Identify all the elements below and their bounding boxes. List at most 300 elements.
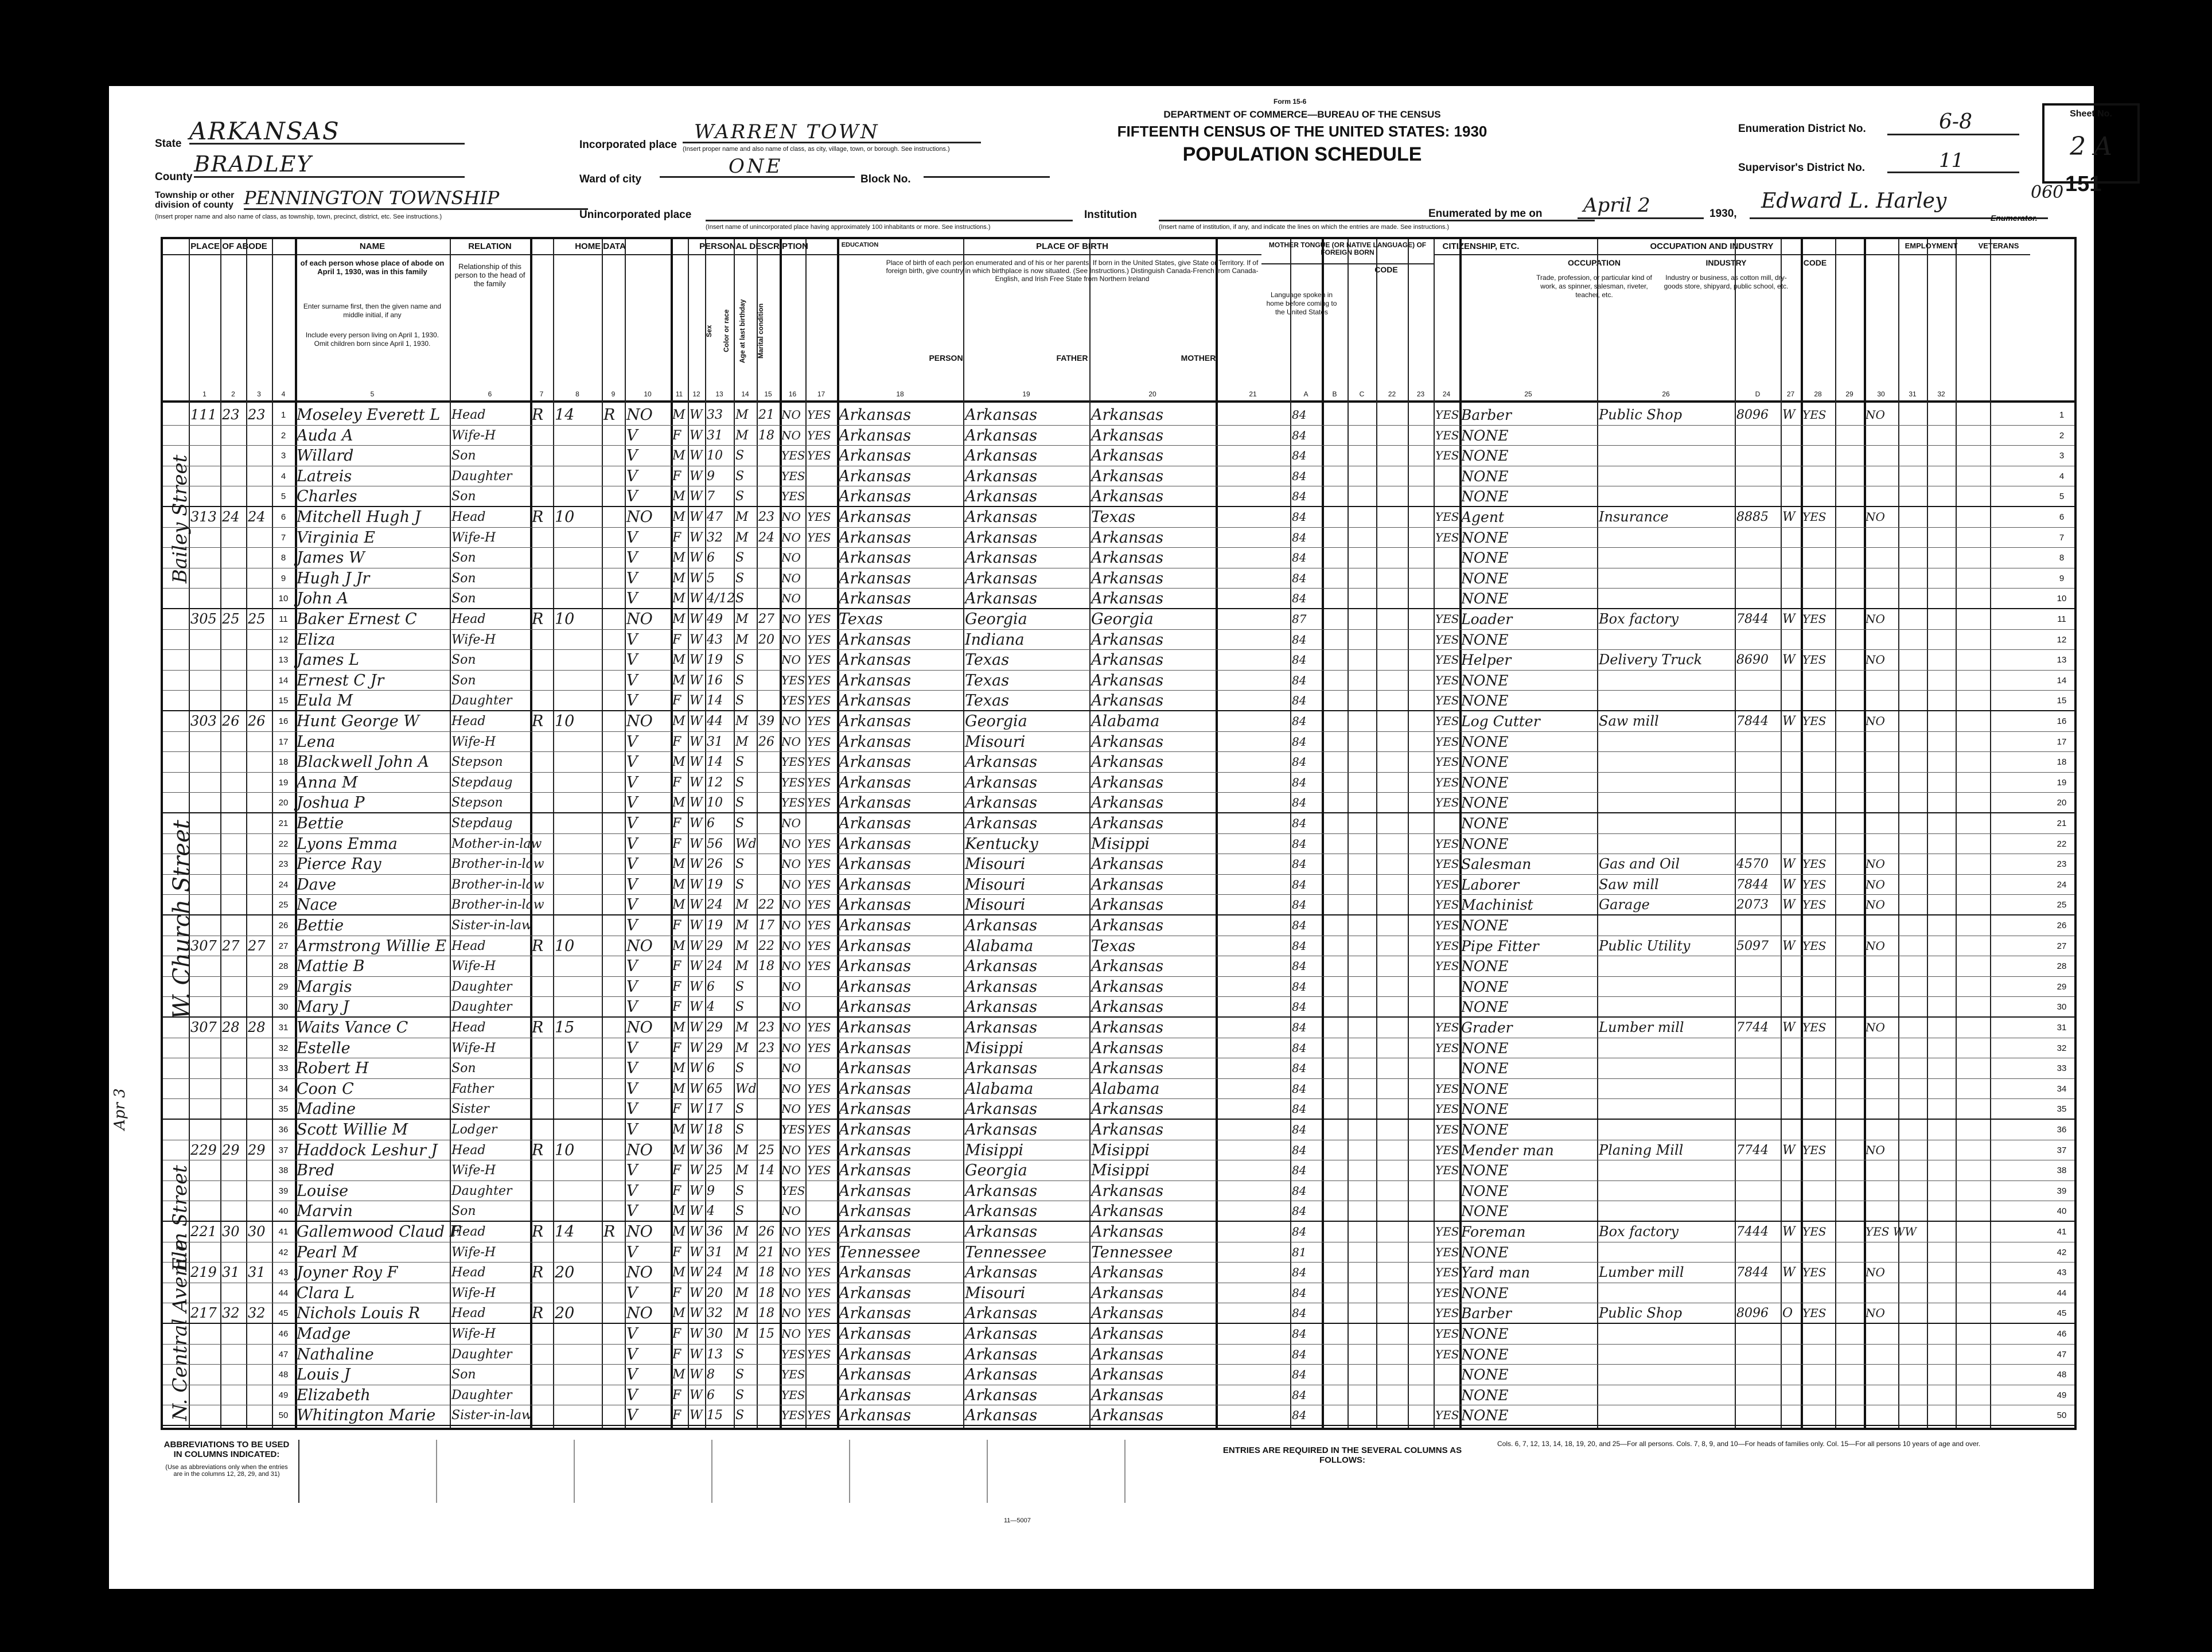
cell-mbp: Arkansas [1091, 447, 1164, 465]
cell-fbp: Arkansas [965, 426, 1038, 445]
cell-sex: M [672, 591, 686, 606]
line-number-right: 8 [2059, 553, 2065, 563]
line-number-right: 47 [2057, 1349, 2067, 1359]
cell-house: 307 [190, 937, 217, 954]
cell-bp: Arkansas [839, 1386, 912, 1404]
cell-race: W [690, 1367, 703, 1382]
line-number: 38 [278, 1166, 289, 1176]
line-number-right: 32 [2057, 1043, 2067, 1053]
cell-house: 219 [190, 1264, 217, 1281]
cell-sex: F [672, 1388, 681, 1402]
cell-sex: F [672, 734, 681, 749]
cell-name: Elizabeth [297, 1386, 371, 1404]
line-number-right: 13 [2057, 655, 2067, 665]
cell-occ: NONE [1461, 815, 1509, 832]
cell-fam: 24 [248, 509, 266, 525]
cell-occ: NONE [1461, 1366, 1509, 1384]
cell-occ: NONE [1461, 1039, 1509, 1057]
cell-eng: YES [1435, 775, 1459, 789]
cell-occ: NONE [1461, 1162, 1509, 1179]
cell-fbp: Arkansas [965, 1366, 1038, 1384]
cell-mbp: Arkansas [1091, 1202, 1164, 1221]
line-number: 17 [278, 737, 289, 747]
cell-house: 229 [190, 1141, 217, 1158]
cell-name: John A [297, 590, 348, 608]
cell-mbp: Arkansas [1091, 467, 1164, 485]
occupation-head: OCCUPATION [1567, 258, 1621, 267]
cell-agem: 23 [758, 1020, 774, 1035]
cell-fbp: Arkansas [965, 1264, 1038, 1282]
cell-code: 84 [1292, 469, 1307, 483]
state-label: State [155, 138, 182, 150]
cell-mbp: Arkansas [1091, 1182, 1164, 1200]
cell-cw: W [1782, 877, 1796, 892]
column-number: 21 [1249, 390, 1257, 398]
cell-age: 14 [707, 755, 723, 770]
cell-ind: Gas and Oil [1599, 856, 1680, 872]
cell-fbp: Kentucky [965, 835, 1038, 853]
cell-mbp: Arkansas [1091, 569, 1164, 587]
cell-occ: NONE [1461, 958, 1509, 975]
column-number: 25 [1524, 390, 1532, 398]
cell-lit: YES [807, 1347, 831, 1361]
line-number: 35 [278, 1104, 289, 1115]
cell-code: 84 [1292, 632, 1307, 646]
cell-occ: NONE [1461, 733, 1509, 750]
cell-mbp: Arkansas [1091, 733, 1164, 751]
cell-lit: YES [807, 449, 831, 463]
cell-name: Hunt George W [297, 712, 420, 730]
line-number: 7 [281, 532, 286, 543]
column-number: 27 [1786, 390, 1795, 398]
cell-bp: Arkansas [839, 467, 912, 485]
cell-age: 15 [707, 1408, 723, 1423]
cell-name: James W [297, 549, 365, 567]
table-row [163, 589, 2074, 609]
cell-occ: NONE [1461, 1182, 1509, 1199]
group-relation: RELATION [450, 241, 530, 255]
cell-bp: Arkansas [839, 815, 912, 832]
cell-mar: S [735, 796, 745, 811]
cell-bp: Arkansas [839, 896, 912, 914]
cell-sch: NO [781, 898, 801, 912]
cell-fbp: Arkansas [965, 1406, 1038, 1425]
mother-head: MOTHER [1181, 353, 1216, 363]
line-number-right: 34 [2057, 1084, 2067, 1094]
cell-sch: NO [781, 1204, 801, 1218]
cell-sex: F [672, 979, 681, 994]
cell-lit: YES [807, 612, 831, 626]
cell-occ: NONE [1461, 1244, 1509, 1261]
line-number-right: 38 [2057, 1166, 2067, 1176]
cell-rel: Head [451, 1306, 486, 1321]
cell-agem: 25 [758, 1143, 774, 1158]
cell-code: 84 [1292, 877, 1307, 891]
cell-bp: Arkansas [839, 1141, 912, 1159]
cell-age: 24 [707, 1265, 723, 1280]
cell-mar: S [735, 469, 745, 484]
cell-fbp: Arkansas [965, 957, 1038, 976]
line-number: 42 [278, 1247, 289, 1257]
table-row [163, 1345, 2074, 1365]
cell-race: W [690, 653, 703, 668]
cell-ten: R [532, 937, 544, 955]
line-number: 44 [278, 1288, 289, 1298]
cell-mbp: Arkansas [1091, 957, 1164, 976]
cell-eng: YES [1435, 1123, 1459, 1136]
cell-ind: Lumber mill [1599, 1019, 1684, 1035]
cell-farm: V [626, 815, 638, 832]
cell-rel: Head [451, 1020, 486, 1035]
cell-sex: M [672, 898, 686, 913]
cell-code: 84 [1292, 755, 1307, 769]
cell-lit: YES [807, 1123, 831, 1136]
census-table [161, 237, 2077, 1430]
cell-lit: YES [807, 755, 831, 769]
line-number: 32 [278, 1043, 289, 1053]
cell-rel: Lodger [451, 1123, 497, 1137]
cell-lit: YES [807, 632, 831, 646]
table-row [163, 568, 2074, 589]
cell-code: 84 [1292, 591, 1307, 606]
cell-rel: Mother-in-law [451, 836, 542, 851]
cell-rel: Sister-in-law [451, 1408, 532, 1423]
cell-agem: 17 [758, 918, 774, 933]
cell-race: W [690, 898, 703, 913]
cell-sch: YES [781, 1367, 805, 1382]
column-number: 13 [715, 390, 723, 398]
cell-race: W [690, 816, 703, 831]
cell-sex: M [672, 510, 686, 524]
department-title: DEPARTMENT OF COMMERCE—BUREAU OF THE CENSUS [1163, 109, 1441, 120]
table-row [163, 486, 2074, 507]
cell-oc: 7844 [1736, 1265, 1769, 1280]
line-number: 29 [278, 981, 289, 992]
column-number: 17 [817, 390, 825, 398]
cell-occ: NONE [1461, 1407, 1509, 1424]
cell-cw: W [1782, 714, 1796, 728]
cell-cw: W [1782, 1020, 1796, 1035]
cell-lit: YES [807, 959, 831, 973]
cell-ten: R [532, 712, 544, 730]
cell-agem: 18 [758, 428, 774, 443]
cell-agem: 20 [758, 632, 774, 647]
cell-race: W [690, 428, 703, 443]
cell-vet: NO [1866, 653, 1885, 667]
cell-mar: M [735, 918, 749, 933]
cell-sex: M [672, 755, 686, 770]
cell-occ: NONE [1461, 835, 1509, 852]
cell-fbp: Misouri [965, 855, 1026, 874]
census-sheet [109, 86, 2112, 1589]
cell-mar: S [735, 877, 745, 892]
cell-fbp: Georgia [965, 1162, 1027, 1180]
cell-race: W [690, 1163, 703, 1178]
table-row [163, 609, 2074, 630]
table-row [163, 1365, 2074, 1385]
cell-race: W [690, 510, 703, 524]
line-number-right: 28 [2057, 961, 2067, 972]
cell-oc: 4570 [1736, 857, 1769, 872]
cell-farm: V [626, 1366, 638, 1384]
cell-code: 84 [1292, 898, 1307, 912]
cell-code: 84 [1292, 530, 1307, 544]
cell-house: 307 [190, 1019, 217, 1035]
cell-fam: 31 [248, 1264, 266, 1281]
cell-fam: 27 [248, 937, 266, 954]
cell-name: Anna M [297, 773, 358, 792]
cell-mar: S [735, 449, 745, 463]
cell-race: W [690, 1143, 703, 1158]
cell-emp: YES [1802, 714, 1827, 728]
cell-bp: Arkansas [839, 1059, 912, 1078]
cell-code: 84 [1292, 734, 1307, 749]
cell-sch: NO [781, 1041, 801, 1055]
cell-sch: YES [781, 796, 805, 810]
street-name-2: W. Church Street [169, 820, 195, 1019]
table-row [163, 671, 2074, 691]
column-number: 32 [1937, 390, 1945, 398]
table-row [163, 466, 2074, 487]
cell-eng: YES [1435, 1306, 1459, 1320]
cell-age: 29 [707, 1041, 723, 1055]
cell-eng: YES [1435, 1041, 1459, 1055]
cell-sch: NO [781, 612, 801, 626]
cell-occ: NONE [1461, 570, 1509, 587]
line-number: 49 [278, 1390, 289, 1400]
cell-age: 19 [707, 653, 723, 668]
table-row [163, 875, 2074, 895]
table-row [163, 1324, 2074, 1345]
cell-lit: YES [807, 1163, 831, 1178]
cell-bp: Arkansas [839, 447, 912, 465]
table-row [163, 426, 2074, 446]
cell-name: Madge [297, 1325, 351, 1343]
county-label: County [155, 171, 193, 183]
line-number-right: 44 [2057, 1288, 2067, 1298]
cell-lit: YES [807, 530, 831, 544]
cell-mar: M [735, 612, 749, 626]
cell-lit: YES [807, 1102, 831, 1116]
cell-race: W [690, 571, 703, 586]
cell-cw: W [1782, 898, 1796, 913]
cell-rel: Wife-H [451, 1163, 496, 1178]
cell-mbp: Arkansas [1091, 977, 1164, 996]
line-number-right: 37 [2057, 1145, 2067, 1155]
cell-code: 84 [1292, 1327, 1307, 1341]
cell-val: 10 [555, 508, 575, 526]
table-row [163, 507, 2074, 528]
unincorporated-field [706, 204, 1073, 221]
cell-fbp: Alabama [965, 1080, 1034, 1098]
cell-mbp: Arkansas [1091, 794, 1164, 812]
cell-sch: NO [781, 1143, 801, 1157]
cell-occ: NONE [1461, 774, 1509, 791]
cell-sch: NO [781, 408, 801, 422]
cell-sch: NO [781, 959, 801, 973]
cell-oc: 8690 [1736, 653, 1769, 668]
cell-occ: NONE [1461, 1060, 1509, 1077]
cell-sex: F [672, 1000, 681, 1015]
cell-mar: S [735, 591, 745, 606]
cell-code: 84 [1292, 449, 1307, 463]
cell-rel: Son [451, 551, 476, 566]
cell-rel: Head [451, 1225, 486, 1239]
cell-eng: YES [1435, 653, 1459, 667]
cell-fam: 32 [248, 1305, 266, 1322]
cell-age: 25 [707, 1163, 723, 1178]
cell-occ: NONE [1461, 1101, 1509, 1118]
cell-rel: Son [451, 449, 476, 463]
line-number-right: 9 [2059, 573, 2065, 583]
cell-eng: YES [1435, 408, 1459, 422]
cell-race: W [690, 632, 703, 647]
cell-sch: NO [781, 1061, 801, 1076]
cell-eng: YES [1435, 959, 1459, 973]
township-value: PENNINGTON TOWNSHIP [244, 187, 500, 209]
cell-mar: S [735, 755, 745, 770]
cell-race: W [690, 1000, 703, 1015]
cell-sex: M [672, 408, 686, 422]
cell-fbp: Arkansas [965, 1386, 1038, 1404]
line-number-right: 22 [2057, 839, 2067, 849]
cell-lit: YES [807, 693, 831, 708]
cell-name: Moseley Everett L [297, 406, 441, 424]
cell-eng: YES [1435, 1285, 1459, 1300]
table-row [163, 956, 2074, 977]
cell-cw: W [1782, 1143, 1796, 1158]
abbr-legend [298, 1440, 1176, 1503]
cell-mbp: Arkansas [1091, 917, 1164, 934]
cell-eng: YES [1435, 1102, 1459, 1116]
cell-code: 84 [1292, 796, 1307, 810]
cell-bp: Arkansas [839, 1039, 912, 1057]
cell-agem: 27 [758, 612, 774, 626]
sheet-stamp: 151 [2065, 172, 2102, 196]
cell-sex: M [672, 1143, 686, 1158]
table-row [163, 936, 2074, 957]
cell-race: W [690, 591, 703, 606]
cell-eng: YES [1435, 1225, 1459, 1238]
census-title: FIFTEENTH CENSUS OF THE UNITED STATES: 1930 [1117, 123, 1487, 140]
cell-sch: YES [781, 469, 805, 483]
cell-mar: S [735, 1347, 745, 1362]
cell-name: Bettie [297, 917, 344, 934]
cell-val: 10 [555, 712, 575, 730]
cell-farm: V [626, 1100, 638, 1119]
table-row [163, 1242, 2074, 1263]
cell-cw: W [1782, 612, 1796, 626]
line-number-right: 25 [2057, 900, 2067, 910]
cell-name: Baker Ernest C [297, 610, 417, 628]
incorporated-note: (Insert proper name and also name of class, as city, village, town, or borough. See instructions.) [683, 146, 950, 153]
cell-sch: YES [781, 693, 805, 708]
column-number: 6 [488, 390, 492, 398]
sheet-label: Sheet No. [2070, 109, 2112, 119]
township-label: Township or other division of county [155, 190, 235, 210]
group-personal: PERSONAL DESCRIPTION [671, 241, 837, 255]
cell-vet: NO [1866, 510, 1885, 524]
cell-age: 32 [707, 530, 723, 545]
cell-race: W [690, 755, 703, 770]
cell-age: 9 [707, 469, 715, 484]
cell-fbp: Misouri [965, 733, 1026, 751]
cell-occ: NONE [1461, 672, 1509, 689]
cell-mbp: Arkansas [1091, 753, 1164, 772]
table-row [163, 732, 2074, 753]
cell-sex: M [672, 1020, 686, 1035]
cell-race: W [690, 1245, 703, 1260]
enumerated-label: Enumerated by me on [1428, 208, 1543, 220]
enum-date: April 2 [1583, 194, 1650, 217]
cell-code: 84 [1292, 816, 1307, 830]
cell-farm: V [626, 630, 638, 649]
line-number: 31 [278, 1023, 289, 1032]
industry-desc: Industry or business, as cotton mill, dry-goods store, shipyard, public school, etc. [1664, 274, 1789, 290]
group-employment: EMPLOYMENT [1895, 241, 1967, 255]
cell-farm: V [626, 977, 638, 996]
cell-name: Nichols Louis R [297, 1304, 420, 1323]
cell-agem: 21 [758, 408, 774, 422]
state-field [189, 119, 465, 145]
cell-mar: M [735, 938, 749, 953]
cell-age: 8 [707, 1367, 715, 1382]
cell-fbp: Arkansas [965, 508, 1038, 526]
cell-farm: V [626, 1406, 638, 1425]
group-abode: PLACE OF ABODE [163, 241, 295, 255]
cell-name: Pearl M [297, 1243, 358, 1261]
cell-rel: Daughter [451, 469, 512, 484]
cell-sch: YES [781, 1347, 805, 1361]
cell-bp: Arkansas [839, 773, 912, 792]
cell-sex: M [672, 1367, 686, 1382]
cell-emp: YES [1802, 938, 1827, 953]
cell-farm: V [626, 1121, 638, 1139]
cell-lit: YES [807, 898, 831, 912]
cell-rel: Brother-in-law [451, 877, 544, 892]
cell-ind: Planing Mill [1599, 1141, 1684, 1158]
cell-name: Virginia E [297, 528, 375, 547]
cell-mbp: Arkansas [1091, 426, 1164, 445]
cell-eng: YES [1435, 530, 1459, 544]
cell-race: W [690, 979, 703, 994]
cell-fbp: Misippi [965, 1039, 1023, 1057]
cell-rel: Head [451, 938, 486, 953]
cell-sch: NO [781, 1020, 801, 1034]
cell-rel: Head [451, 408, 486, 422]
cell-farm: V [626, 1345, 638, 1363]
cell-mbp: Arkansas [1091, 1059, 1164, 1078]
cell-code: 84 [1292, 693, 1307, 708]
cell-occ: NONE [1461, 1203, 1509, 1220]
cell-mar: S [735, 551, 745, 566]
cell-name: Hugh J Jr [297, 569, 370, 587]
marital-head: Marital condition [757, 303, 765, 359]
cell-mar: M [735, 1225, 749, 1239]
cell-house: 111 [190, 407, 217, 423]
cell-sex: M [672, 714, 686, 728]
cell-eng: YES [1435, 428, 1459, 442]
line-number: 27 [278, 941, 289, 951]
cell-sch: YES [781, 775, 805, 789]
table-row [163, 895, 2074, 915]
cell-name: Lena [297, 733, 336, 751]
table-row [163, 1018, 2074, 1038]
cell-mar: M [735, 1245, 749, 1260]
cell-mar: Wd [735, 836, 757, 851]
line-number: 21 [278, 819, 289, 828]
cell-fbp: Arkansas [965, 1325, 1038, 1343]
